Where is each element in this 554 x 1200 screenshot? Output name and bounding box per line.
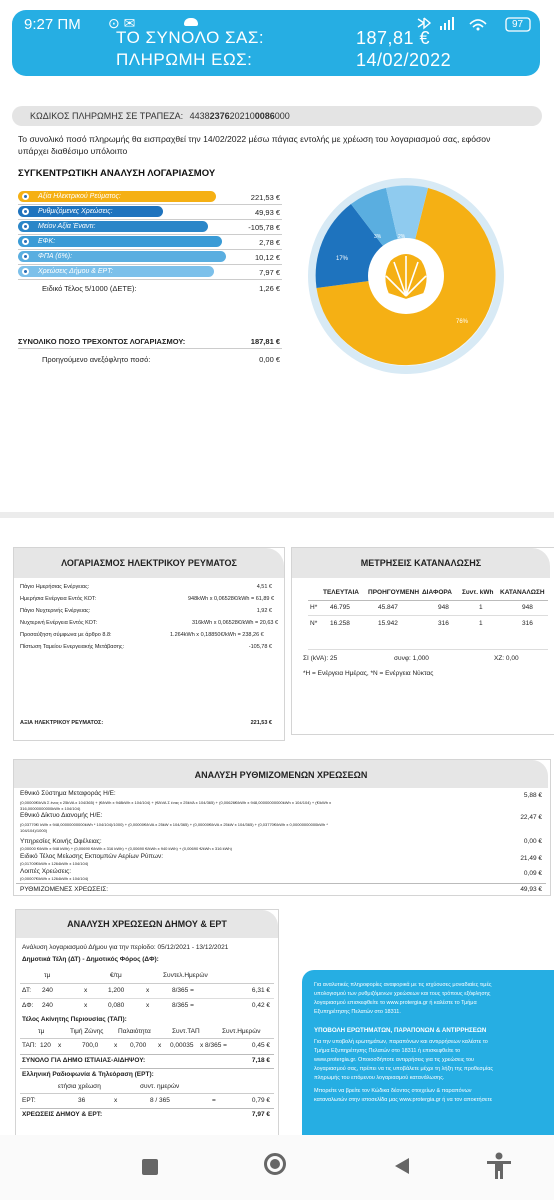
home-button[interactable] [264,1153,286,1175]
meter-header: ΔΙΑΦΟΡΑ [422,589,452,596]
payment-notice [18,133,548,157]
reg-row-label: Ειδικό Τέλος Μείωσης Εκπομπών Αερίων Ρύπων: [20,853,163,860]
tap-row-x: x [58,1042,62,1049]
meter-note: *Η = Ενέργεια Ημέρας, *Ν = Ενέργεια Νύκτας [303,670,434,677]
divider [18,204,282,205]
municipal-sum-label: ΣΥΝΟΛΟ ΓΙΑ ΔΗΜΟ ΙΣΤΙΑΙΑΣ-ΑΙΔΗΨΟΥ: [22,1057,146,1064]
previous-amount-value: 0,00 € [259,355,280,364]
dt-header: €/τμ [110,972,122,979]
elec-row-calc: 316kWh x 0,06528€/kWh = 20,63 € [192,620,279,626]
divider [20,1068,274,1069]
navigation-bar [0,1135,554,1200]
info-line: υπολογισμού των ρυθμιζόμενων χρεώσεων και τους τρόπους εξόφλησης [314,991,491,997]
divider [20,1093,274,1094]
tap-row-x: x [114,1042,118,1049]
tap-row-x: x [158,1042,162,1049]
total-banner [12,10,540,76]
elec-row-label: Νυχτερινή Ενέργεια Εντός ΚΟΤ: [20,620,98,626]
ert-row-days: 8 / 365 [150,1097,170,1104]
summary-value-5: 7,97 € [259,268,280,277]
info-line: Μπορείτε να βρείτε τον Κώδικα δέοντος στοιχείων & παραπόνων [314,1088,472,1094]
divider [20,1108,274,1109]
meter-cell: 316 [522,620,533,627]
reg-row-label: Εθνικό Σύστημα Μεταφοράς Η/Ε: [20,790,116,797]
meter-cell: 46.795 [330,604,350,611]
regulated-total-value: 49,93 € [520,886,542,893]
dt-row-x: x [146,1002,150,1009]
reg-row-formula: (0,03770€/ kWh x 948,00000000000kWh * 104/104)/1000) + (0,00000€/kVA x 25kW x 104/365) + (0,00000€/kVA x 25kW x 104/365) + (0,03770€/kWh x 0,00000000000kWh * [20,822,328,827]
tap-row-age: 0,700 [130,1042,147,1049]
reg-row-label: Λοιπές Χρεώσεις: [20,868,72,875]
meter-header: ΤΕΛΕΥΤΑΙΑ [323,589,359,596]
reg-row-value: 0,00 € [523,838,542,845]
tap-header: Τιμή Ζώνης [70,1028,104,1035]
special-fee-label: Ειδικό Τέλος 5/1000 (ΔΕΤΕ): [42,284,137,293]
elec-row-value: 1,92 € [256,608,272,614]
municipal-sum-value: 7,18 € [251,1057,270,1064]
dt-row-days: 8/365 = [172,1002,194,1009]
meter-header: Συντ. kWh [462,589,494,596]
municipal-panel-title: ΑΝΑΛΥΣΗ ΧΡΕΩΣΕΩΝ ΔΗΜΟΥ & ΕΡΤ [16,910,278,938]
divider [20,983,274,984]
info-line: πληρωμής του επόμενου λογαριασμού κατανάλωσης. [314,1075,445,1081]
payment-code-c: 20210 [229,111,255,121]
meter-row-id: N* [310,620,318,627]
status-icons-left: ⊙ ✉ [108,15,136,31]
total-label: ΤΟ ΣΥΝΟΛΟ ΣΑΣ: [116,28,265,47]
meter-header: ΠΡΟΗΓΟΥΜΕΝΗ [368,589,420,596]
municipal-dt-title: Δημοτικά Τέλη (ΔΤ) - Δημοτικός Φόρος (ΔΦ): [22,956,159,963]
payment-code-label: ΚΩΔΙΚΟΣ ΠΛΗΡΩΜΗΣ ΣΕ ΤΡΑΠΕΖΑ: [30,111,184,121]
tap-header: Συντ.ΤΑΠ [172,1028,200,1035]
dt-row-tm: 240 [42,987,53,994]
reg-row-formula: 316,00000000000kWh x 104/104) [20,806,81,811]
elec-row-label: Ημερήσια Ενέργεια Εντός ΚΟΤ: [20,596,97,602]
tap-header: τμ [38,1028,45,1035]
accessibility-icon[interactable] [485,1151,513,1181]
reg-row-value: 0,09 € [523,870,542,877]
tap-row-value: 0,45 € [251,1042,270,1049]
divider [20,998,274,999]
notice-line-2: υπάρχει διαθέσιμο υπόλοιπο [18,146,128,156]
meter-row-id: H* [310,604,318,611]
dt-row-value: 0,42 € [251,1002,270,1009]
meter-header: ΚΑΤΑΝΑΛΩΣΗ [500,589,545,596]
reg-row-value: 21,49 € [520,855,542,862]
meter-cell: 15.942 [378,620,398,627]
dt-row-x: x [84,1002,88,1009]
ert-row-x: x [114,1097,118,1104]
previous-amount-label: Προηγούμενο ανεξόφλητο ποσό: [42,355,151,364]
reg-row-formula: (0,00000€/kVA Σ ένας x 25kVA x 104/365) + (€/kWh x 948kWh x 104/104) + (€/kVA Σ ένας x 25kVA x 104/365) + (0,00626€/kWh x 948,00000000000kWh x 104/104) + (€/kWh x [20,800,332,805]
elec-row-value: 4,51 € [256,584,272,590]
info-box [302,970,554,1135]
ert-row-annual: 36 [78,1097,86,1104]
tap-row-label: ΤΑΠ: [22,1042,37,1049]
divider [308,615,548,616]
info-line: www.protergia.gr. Οποιοσδήποτε αντιρρήσεις για τις χρεώσεις του [314,1057,475,1063]
dt-row-tm: 240 [42,1002,53,1009]
divider [18,348,282,349]
info-line: καταναλωτών στην ιστοσελίδα μας www.protergia.gr ή να τον αποκτήσετε [314,1097,493,1103]
meter-cell: 948 [522,604,533,611]
reg-row-formula: (0,00007€/kWh x 1264kWh x 104/104) [20,876,89,881]
shell-logo-icon [384,253,427,300]
divider [20,1054,274,1055]
ert-row-eq: = [212,1097,216,1104]
donut-label-blue: 17% [336,256,349,262]
due-value: 14/02/2022 [356,50,452,70]
info-line: Τμήμα Εξυπηρέτησης Πελατών στο 18311 ή επισκεφθείτε το [314,1048,461,1054]
municipal-total-label: ΧΡΕΩΣΕΙΣ ΔΗΜΟΥ & ΕΡΤ: [22,1111,103,1118]
elec-row-label: Προσαύξηση σύμφωνα με άρθρο 8.8: [20,632,112,638]
payment-code-b: 2376 [209,111,230,121]
meter-cell: 1 [479,620,483,627]
divider [16,883,546,884]
ert-title: Ελληνική Ραδιοφωνία & Τηλεόραση (ΕΡΤ): [22,1071,154,1078]
elec-row-label: Πίστωση Ταμείου Ενεργειακής Μετάβασης: [20,644,125,650]
payment-code-bar [12,106,542,126]
dt-row-x: x [146,987,150,994]
reg-row-label: Υπηρεσίες Κοινής Ωφέλειας: [20,838,102,845]
meter-cell: 948 [438,604,449,611]
summary-value-4: 10,12 € [254,253,280,262]
municipal-period: Ανάλυση λογαριασμού Δήμου για την περίοδο: 05/12/2021 - 13/12/2021 [22,944,229,951]
dt-header: Συντελ.Ημερών [163,972,208,979]
ert-row-value: 0,79 € [251,1097,270,1104]
elec-row-label: Πάγιο Ημερήσιας Ενέργειας: [20,584,90,590]
info-line: Για αναλυτικές πληροφορίες αναφορικά με τις ισχύουσες μοναδιαίες τιμές [314,982,492,988]
tap-row-tm: 120 [40,1042,51,1049]
ert-header: ετήσια χρέωση [58,1083,101,1090]
elec-row-label: Πάγιο Νυχτερινής Ενέργειας: [20,608,91,614]
meter-cell: 316 [438,620,449,627]
dt-row-x: x [84,987,88,994]
elec-row-value: -105,78 € [248,644,272,650]
divider [18,264,282,265]
divider [308,600,548,601]
payment-code-d: 0086 [254,111,275,121]
divider [20,1038,274,1039]
info-line: Για την υποβολή ερωτημάτων, παραπόνων και αντιρρήσεων καλέστε το [314,1039,488,1045]
tap-row-coef: 0,00035 [170,1042,194,1049]
info-heading: ΥΠΟΒΟΛΗ ΕΡΩΤΗΜΑΤΩΝ, ΠΑΡΑΠΟΝΩΝ & ΑΝΤΙΡΡΗΣΕΩΝ [314,1027,487,1034]
electricity-panel-title: ΛΟΓΑΡΙΑΣΜΟΣ ΗΛΕΚΤΡΙΚΟΥ ΡΕΥΜΑΤΟΣ [14,548,284,578]
summary-title: ΣΥΓΚΕΝΤΡΩΤΙΚΗ ΑΝΑΛΥΣΗ ΛΟΓΑΡΙΑΣΜΟΥ [18,168,216,179]
summary-pill-2: Μείον Αξία Έναντι: [18,221,208,232]
page-separator [0,512,554,518]
meter-cell: 45.847 [378,604,398,611]
reg-row-label: Εθνικό Δίκτυο Διανομής Η/Ε: [20,812,103,819]
dt-row-label: ΔΤ: [22,987,32,994]
dt-row-value: 6,31 € [251,987,270,994]
tap-row-zone: 700,0 [82,1042,99,1049]
reg-row-formula: (0,00000 €/kWh x 948 kWh) + (0,00690 €/kWh x 316 kWh) + (0,00690 €/kWh x 940 kWh) + (0,00690 €/kWh x 316 kWh) [20,846,232,851]
tap-title: Τέλος Ακίνητης Περιουσίας (ΤΑΠ): [22,1016,127,1023]
divider [18,279,282,280]
meter-si: ΣΙ (kVA): 25 [303,655,338,662]
recent-apps-button[interactable] [142,1159,158,1175]
elec-row-calc: 1.264kWh x 0,18850€/kWh = 238,26 € [170,632,264,638]
municipal-total-value: 7,97 € [251,1111,270,1118]
meter-cell: 1 [479,604,483,611]
tap-row-days: x 8/365 = [200,1042,227,1049]
summary-value-2: -105,78 € [248,223,280,232]
dt-row-eur: 1,200 [108,987,125,994]
electricity-total-label: ΑΞΙΑ ΗΛΕΚΤΡΙΚΟΥ ΡΕΥΜΑΤΟΣ: [20,720,104,726]
divider [308,649,548,650]
reg-row-formula: (0,01700€/kWh x 1264kWh x 104/104) [20,861,89,866]
current-total-label: ΣΥΝΟΛΙΚΟ ΠΟΣΟ ΤΡΕΧΟΝΤΟΣ ΛΟΓΑΡΙΑΣΜΟΥ: [18,337,186,346]
summary-value-0: 221,53 € [250,193,280,202]
regulated-total-label: ΡΥΘΜΙΖΟΜΕΝΕΣ ΧΡΕΩΣΕΙΣ: [20,886,109,893]
battery-level: 97 [512,19,524,30]
dt-row-label: ΔΦ: [22,1002,34,1009]
reg-row-value: 5,88 € [523,792,542,799]
summary-pill-0: Αξία Ηλεκτρικού Ρεύματος: [18,191,216,202]
due-label: ΠΛΗΡΩΜΗ ΕΩΣ: [116,50,253,69]
divider [18,234,282,235]
notice-line-1: Το συνολικό ποσό πληρωμής θα εισπραχθεί την 14/02/2022 μέσω πάγιας εντολής με χρέωση του λογαριασμού σας, εφόσον [18,134,491,144]
donut-label-big: 76% [456,319,469,325]
reg-row-value: 22,47 € [520,814,542,821]
reg-row-formula: 104/104)/1000) [20,828,48,833]
electricity-total-value: 221,53 € [250,720,272,726]
donut-label-mid: 3% [374,234,382,240]
meter-panel-title: ΜΕΤΡΗΣΕΙΣ ΚΑΤΑΝΑΛΩΣΗΣ [292,548,550,578]
summary-pill-1: Ρυθμιζόμενες Χρεώσεις: [18,206,163,217]
back-button[interactable] [393,1156,411,1176]
donut-label-small: 2% [398,234,406,240]
regulated-panel-title: ΑΝΑΛΥΣΗ ΡΥΘΜΙΖΟΜΕΝΩΝ ΧΡΕΩΣΕΩΝ [14,760,548,788]
summary-donut-chart [306,176,506,376]
meter-xz: ΧΖ: 0,00 [494,655,519,662]
divider [18,219,282,220]
summary-value-1: 49,93 € [254,208,280,217]
status-time: 9:27 ΠΜ [24,16,81,33]
ert-row-label: ΕΡΤ: [22,1097,36,1104]
dt-header: τμ [44,972,51,979]
summary-pill-3: ΕΦΚ: [18,236,222,247]
meter-cell: 16.258 [330,620,350,627]
info-line: Εξυπηρέτησης Πελατών στο 18311. [314,1009,401,1015]
summary-pill-4: ΦΠΑ (6%): [18,251,226,262]
current-total-value: 187,81 € [250,337,280,346]
dt-row-days: 8/365 = [172,987,194,994]
tap-header: Παλαιότητα [118,1028,151,1035]
meter-cos: συνφ: 1,000 [394,655,429,662]
summary-pill-5: Χρεώσεις Δήμου & ΕΡΤ: [18,266,214,277]
special-fee-value: 1,26 € [259,284,280,293]
tap-header: Συντ.Ημερών [222,1028,261,1035]
ert-header: συντ. ημερών [140,1083,180,1090]
payment-code-a: 4438 [189,111,210,121]
elec-row-calc: 948kWh x 0,06528€/kWh = 61,89 € [188,596,275,602]
total-value: 187,81 € [356,28,431,48]
cloud-icon [184,18,198,26]
info-line: λογαριασμού επισκεφθείτε το www.protergia.gr ή καλέστε το Τμήμα [314,1000,477,1006]
info-line: λογαριασμού σας, πρέπει να τις υποβάλετε μέχρι τη λήξη της προθεσμίας [314,1066,494,1072]
dt-row-eur: 0,080 [108,1002,125,1009]
summary-value-3: 2,78 € [259,238,280,247]
payment-code-e: 000 [274,111,290,121]
divider [18,249,282,250]
